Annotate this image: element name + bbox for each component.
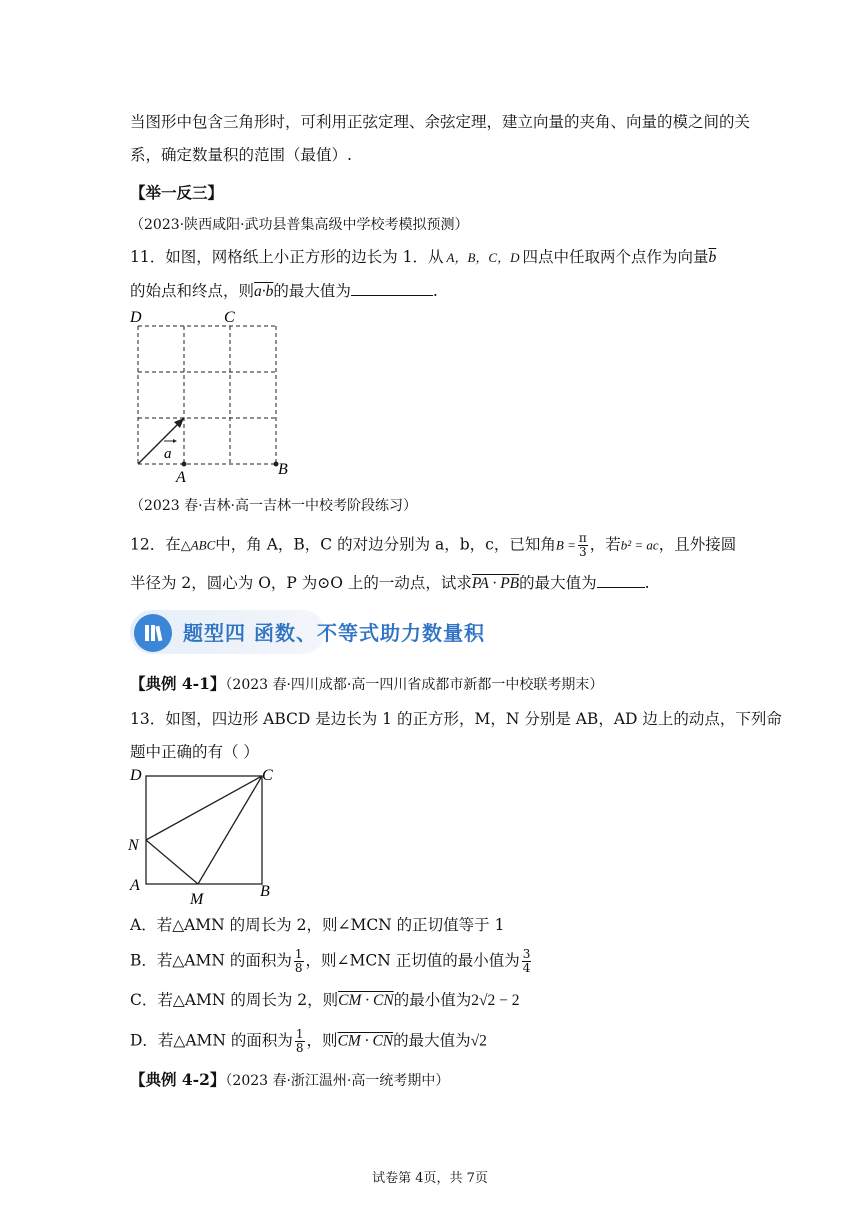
option-b-frac-1-den: 8	[294, 961, 303, 975]
q13-label-m: M	[190, 891, 204, 908]
option-a: A．若△AMN 的周长为 2，则∠MCN 的正切值等于 1	[130, 916, 505, 934]
ex41-tag: 【典例 4-1】	[130, 674, 226, 693]
q11-points: A，B，C，D	[446, 250, 520, 265]
q12-frac-num: π	[578, 531, 587, 545]
q13-label-d: D	[130, 767, 142, 784]
q13-line-2: 题中正确的有（ ）	[130, 743, 259, 761]
q12-line-2: 半径为 2，圆心为 O，P 为⊙O 上的一动点，试求PA · PB的最大值为 .	[130, 574, 650, 592]
option-d-frac	[295, 1028, 305, 1055]
page-footer: 试卷第 4页，共 7页	[372, 1171, 488, 1186]
q11-line-2: 的始点和终点，则a·b的最大值为 .	[130, 282, 438, 300]
q12-answer-blank	[597, 587, 645, 588]
q12-pi-over-3	[578, 532, 588, 559]
option-c-value: 2√2 − 2	[471, 992, 520, 1009]
q12-source: （2023 春·吉林·高一吉林一中校考阶段练习）	[130, 498, 417, 514]
option-b-frac-2-num: 3	[522, 947, 531, 961]
option-d-text-a: D．若△AMN 的面积为	[130, 1031, 293, 1050]
option-b-text-a: B．若△AMN 的面积为	[130, 951, 292, 970]
q11-dot-expression: a·b	[254, 283, 274, 300]
option-b-frac-1-num: 1	[294, 947, 303, 961]
option-b-frac-2-den: 4	[522, 961, 531, 975]
option-b-frac-2	[522, 948, 532, 975]
q12-text-c: ，若	[589, 535, 621, 554]
option-c-text-a: C．若△AMN 的周长为 2，则	[130, 991, 339, 1009]
q12-text-f: 的最大值为	[519, 574, 597, 592]
q13-square-figure	[124, 762, 284, 912]
q11-line-1	[130, 246, 716, 269]
q11-label-c: C	[224, 309, 235, 326]
option-d	[130, 1028, 487, 1055]
q12-text-a: 12．在	[130, 535, 181, 554]
q11-label-d: D	[130, 309, 142, 326]
ex41-source: （2023 春·四川成都·高一四川省成都市新都一中校联考期末）	[225, 677, 604, 693]
intro-line-1: 当图形中包含三角形时，可利用正弦定理、余弦定理，建立向量的夹角、向量的模之间的关	[130, 113, 751, 131]
ex42-source: （2023 春·浙江温州·高一统考期中）	[225, 1073, 450, 1089]
intro-line-2: 系，确定数量积的范围（最值）.	[130, 146, 352, 164]
ex42-tag: 【典例 4-2】	[130, 1070, 226, 1089]
q12-expression: PA · PB	[471, 575, 520, 592]
q13-line-1: 13．如图，四边形 ABCD 是边长为 1 的正方形，M，N 分别是 AB，AD 边上的动点，下列命	[130, 710, 782, 728]
q11-text-b: 四点中任取两个点作为向量	[522, 248, 709, 266]
option-b-frac-1	[294, 948, 304, 975]
q11-text-c: 的始点和终点，则	[130, 282, 255, 300]
q12-frac-den: 3	[578, 545, 587, 559]
books-icon-glyph	[134, 614, 172, 652]
q11-text-d: 的最大值为	[273, 282, 351, 300]
q11-label-a: A	[176, 469, 186, 486]
q12-angle-b: B =	[555, 537, 576, 553]
ex42-heading	[130, 1069, 449, 1092]
ex41-heading	[130, 673, 603, 696]
option-d-value: √2	[470, 1032, 487, 1050]
option-b	[130, 948, 533, 975]
q12-triangle: △ABC	[180, 537, 216, 553]
q13-label-a: A	[130, 877, 140, 894]
q13-label-b: B	[260, 883, 270, 900]
q12-condition: b² = ac	[620, 537, 659, 553]
option-b-text-b: ，则∠MCN 正切值的最小值为	[305, 951, 520, 970]
option-d-frac-num: 1	[295, 1027, 304, 1041]
q11-answer-blank	[351, 295, 433, 296]
q11-source: （2023·陕西咸阳·武功县普集高级中学校考模拟预测）	[130, 217, 469, 233]
option-d-frac-den: 8	[295, 1041, 304, 1055]
section-title: 题型四 函数、不等式助力数量积	[183, 621, 485, 645]
q11-vector-b: $\overline{b}$	[708, 249, 717, 266]
option-d-text-c: 的最大值为	[393, 1031, 471, 1050]
option-d-expression: CM · CN	[337, 1032, 394, 1050]
q13-label-n: N	[128, 837, 139, 854]
option-c	[130, 989, 519, 1012]
q11-text-a: 11．如图，网格纸上小正方形的边长为 1．从	[130, 248, 444, 266]
q11-label-a-vec: a	[164, 446, 172, 462]
q12-text-d: ，且外接圆	[658, 535, 737, 554]
q12-line-1	[130, 532, 736, 559]
option-d-text-b: ，则	[306, 1031, 338, 1050]
heading-examples: 【举一反三】	[130, 183, 224, 202]
q11-label-b: B	[278, 461, 288, 478]
option-c-expression: CM · CN	[338, 992, 394, 1009]
option-c-text-b: 的最小值为	[393, 991, 472, 1009]
books-icon	[134, 614, 172, 652]
q13-label-c: C	[262, 767, 273, 784]
q12-text-e: 半径为 2，圆心为 O，P 为⊙O 上的一动点，试求	[130, 574, 472, 592]
q11-grid-figure	[124, 306, 294, 486]
q12-text-b: 中，角 A，B，C 的对边分别为 a，b，c，已知角	[215, 535, 556, 554]
